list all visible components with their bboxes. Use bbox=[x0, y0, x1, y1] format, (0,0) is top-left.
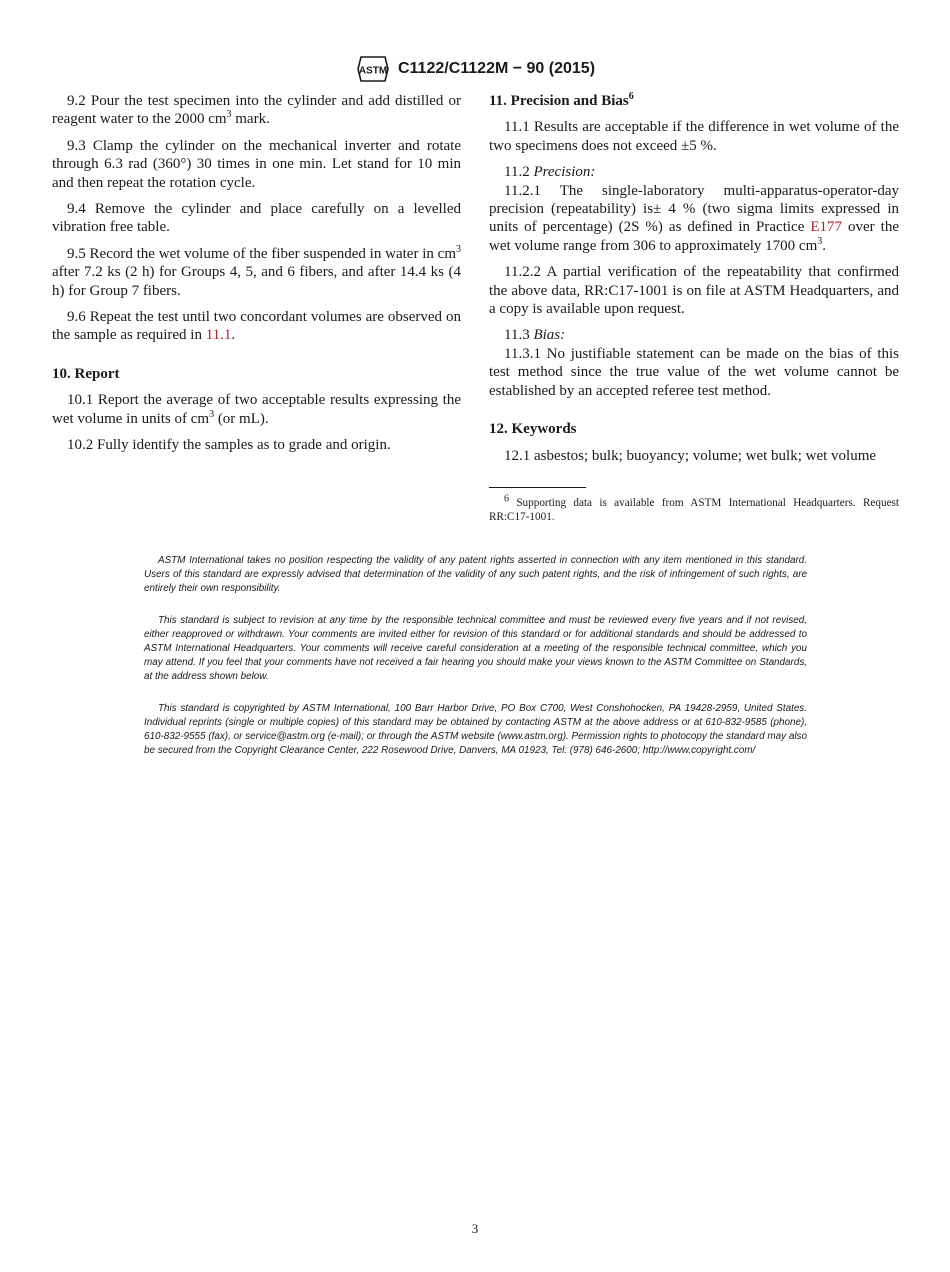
paragraph-11-2-2: 11.2.2 A partial verification of the repeatability that confirmed the above data, RR:C17-1001 is on file at ASTM Headquarters, and a copy is available upon request. bbox=[489, 264, 899, 318]
link-section-11-1[interactable]: 11.1 bbox=[205, 327, 232, 344]
revision-notice: This standard is subject to revision at any time by the responsible technical committee and must be reviewed every five years and if not revised, either reapproved or withdrawn. Your comments are invited either for revision of this standard or for additional standards and should be addressed to ASTM International Headquarters. Your comments will receive careful consideration at a meeting of the responsible technical committee, which you may attend. If you feel that your comments have not received a fair hearing you should make your views known to the ASTM Committee on Standards, at the address shown below. bbox=[144, 615, 807, 682]
footnote-ref-6[interactable]: 6 bbox=[628, 91, 634, 102]
astm-logo-icon bbox=[355, 54, 391, 84]
footnote-6: $^6$ Supporting data is available from ASTM International Headquarters. Request RR:C17-1001. bbox=[489, 493, 899, 523]
heading-precision-and-bias: 11. Precision and Bias$^6$ bbox=[489, 91, 634, 109]
paragraph-9-4: 9.4 Remove the cylinder and place carefully on a levelled vibration free table. bbox=[52, 201, 461, 236]
link-e177[interactable]: E177 bbox=[810, 219, 843, 236]
paragraph-10-2: 10.2 Fully identify the samples as to grade and origin. bbox=[67, 437, 391, 454]
paragraph-11-3: 11.3 Bias: bbox=[504, 327, 566, 344]
page-number: 3 bbox=[471, 1221, 479, 1236]
paragraph-9-5: 9.5 Record the wet volume of the fiber suspended in water in $cm^3$ after 7.2 ks (2 h) for Groups 4, 5, and 6 fibers, and after 14.4 ks (4 h) for Group 7 fibers. bbox=[52, 243, 461, 299]
paragraph-9-3: 9.3 Clamp the cylinder on the mechanical inverter and rotate through 6.3 rad (360°) 30 times in one min. Let stand for 10 min and then repeat the rotation cycle. bbox=[52, 137, 461, 191]
copyright-notice: This standard is copyrighted by ASTM International, 100 Barr Harbor Drive, PO Box C700, West Conshohocken, PA 19428-2959, United States. Individual reprints (single or multiple copies) of this standard may be obtained by contacting ASTM at the above address or at 610-832-9585 (phone), 610-832-9555 (fax), or service@astm.org (e-mail); or through the ASTM website (www.astm.org). Permission rights to photocopy the standard may also be secured from the Copyright Clearance Center, 222 Rosewood Drive, Danvers, MA 01923, Tel: (978) 646-2600; http://www.copyright.com/ bbox=[144, 703, 807, 756]
paragraph-11-2: 11.2 Precision: bbox=[504, 164, 596, 181]
paragraph-11-2-1: 11.2.1 The single-laboratory multi-apparatus-operator-day precision (repeatability) is± 4 % (two sigma limits expressed in units of percentage) (2S %) as defined in Practice E177 over the wet volume range from 306 to approximately 1700 $cm^3$. bbox=[489, 182, 900, 254]
paragraph-11-3-1: 11.3.1 No justifiable statement can be made on the bias of this test method since the true value of the wet volume cannot be established by an accepted referee test method. bbox=[489, 345, 899, 399]
left-column bbox=[52, 92, 461, 463]
legal-disclaimers bbox=[144, 554, 807, 776]
footnote-divider bbox=[489, 487, 586, 488]
page-header bbox=[0, 54, 950, 84]
logo-text: ASTM bbox=[358, 65, 388, 77]
paragraph-9-2: 9.2 Pour the test specimen into the cylinder and add distilled or reagent water to the 2000 $cm^3$ mark. bbox=[52, 93, 461, 128]
paragraph-10-1: 10.1 Report the average of two acceptable results expressing the wet volume in units of $cm^3$ (or mL). bbox=[52, 392, 461, 427]
heading-report: 10. Report bbox=[52, 365, 120, 382]
paragraph-12-1: 12.1 asbestos; bulk; buoyancy; volume; wet bulk; wet volume bbox=[504, 447, 877, 464]
patent-disclaimer: ASTM International takes no position respecting the validity of any patent rights asserted in connection with any item mentioned in this standard. Users of this standard are expressly advised that determination of the validity of any such patent rights, and the risk of infringement of such rights, are entirely their own responsibility. bbox=[144, 555, 807, 594]
paragraph-11-1: 11.1 Results are acceptable if the difference in wet volume of the two specimens does not exceed ±5 %. bbox=[489, 119, 899, 154]
paragraph-9-6: 9.6 Repeat the test until two concordant volumes are observed on the sample as required in 11.1. bbox=[52, 309, 461, 344]
right-column bbox=[489, 92, 899, 524]
heading-keywords: 12. Keywords bbox=[489, 421, 577, 438]
document-designation: C1122/C1122M − 90 (2015) bbox=[397, 60, 596, 77]
